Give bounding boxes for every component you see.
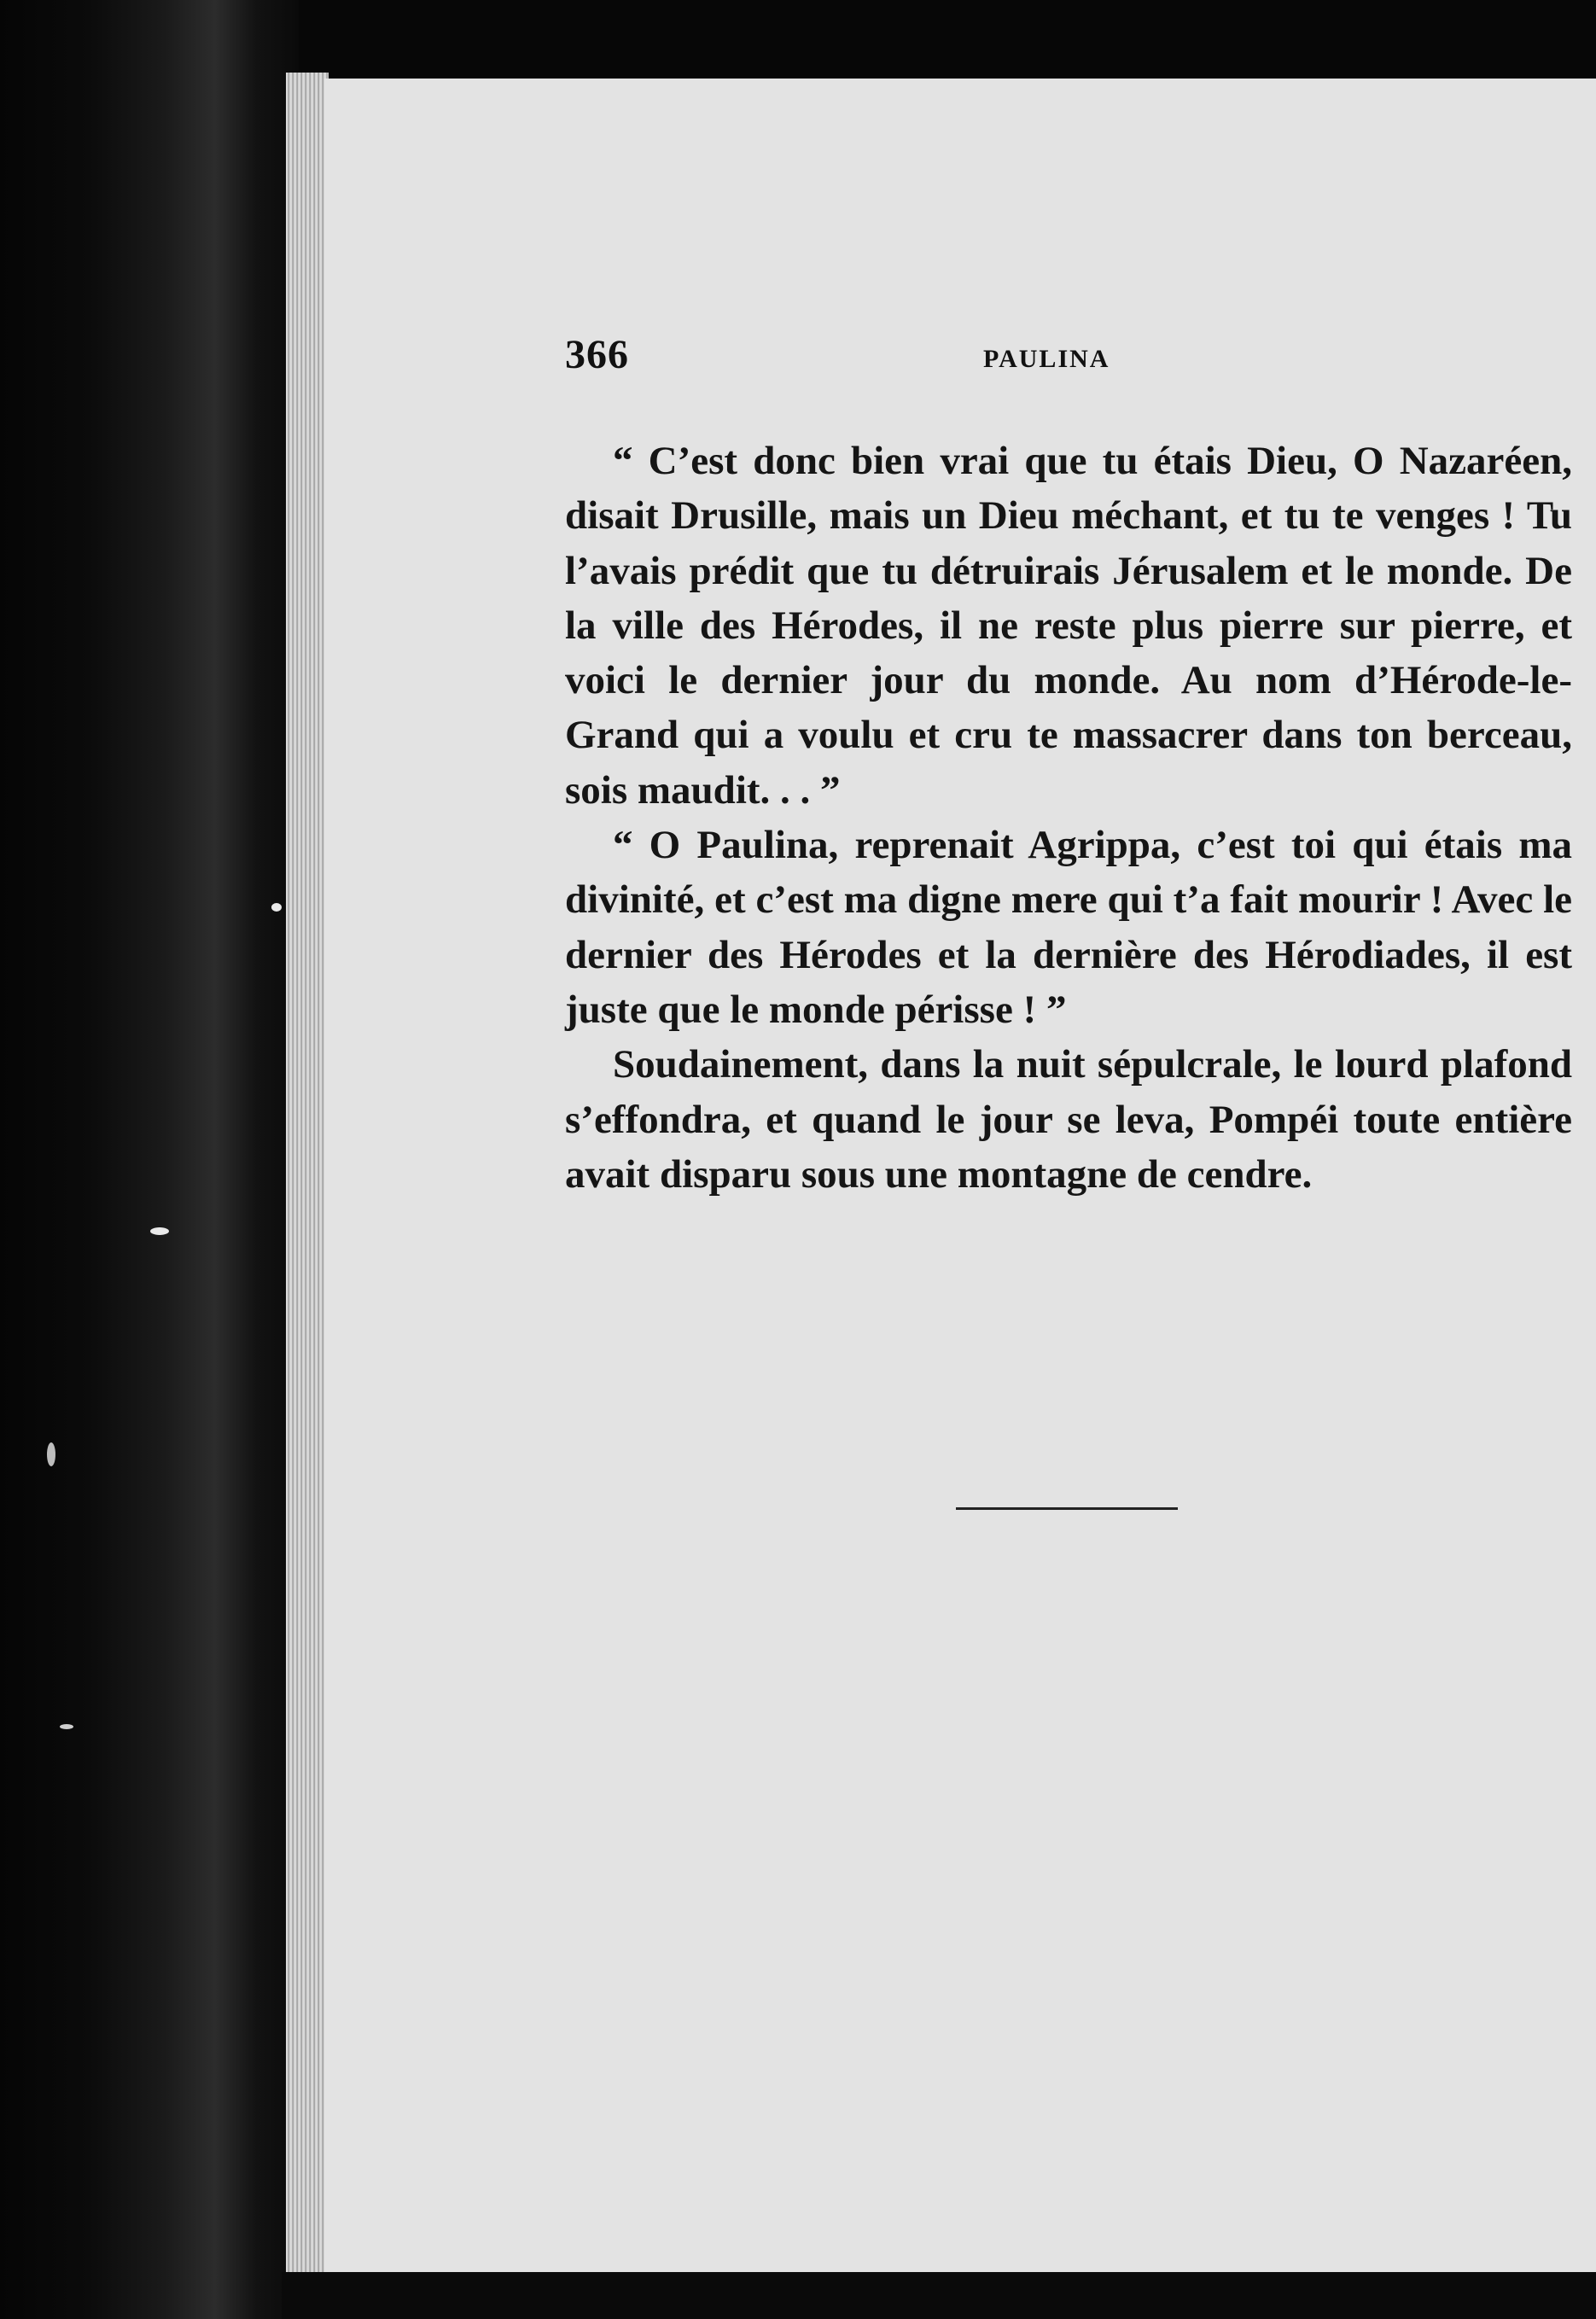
binding-shadow [0,0,299,2319]
page-number: 366 [565,332,629,377]
paragraph-ending: Soudainement, dans la nuit sépulcrale, le lourd plafond s’effondra, et quand le jour se leva, Pompéi toute entière avait disparu sous une montagne de cendre. [565,1042,1572,1197]
body-text [565,434,1572,1202]
paragraph-drusille: “ C’est donc bien vrai que tu étais Dieu, O Nazaréen, disait Drusille, mais un Dieu méchant, et tu te venges ! Tu l’avais prédit que tu détruirais Jérusalem et le monde. De la ville des Hérodes, il ne reste plus pierre sur pierre, et voici le dernier jour du monde. Au nom d’Hérode-le-Grand qui a voulu et cru te massacrer dans ton berceau, sois maudit. . . ” [565,439,1572,813]
paragraph-agrippa: “ O Paulina, reprenait Agrippa, c’est toi qui étais ma divinité, et c’est ma digne mere qui t’a fait mourir ! Avec le dernier des Hérodes et la dernière des Hérodiades, il est juste que le monde périsse ! ” [565,823,1572,1032]
end-rule [956,1507,1178,1510]
dust-speck [271,903,282,912]
running-header [565,331,1589,382]
running-title: PAULINA [983,345,1110,373]
dust-speck [60,1724,73,1729]
dust-speck [47,1442,55,1466]
bottom-margin-shadow [282,2272,1596,2319]
page-edges [286,73,329,2275]
dust-speck [150,1227,169,1235]
